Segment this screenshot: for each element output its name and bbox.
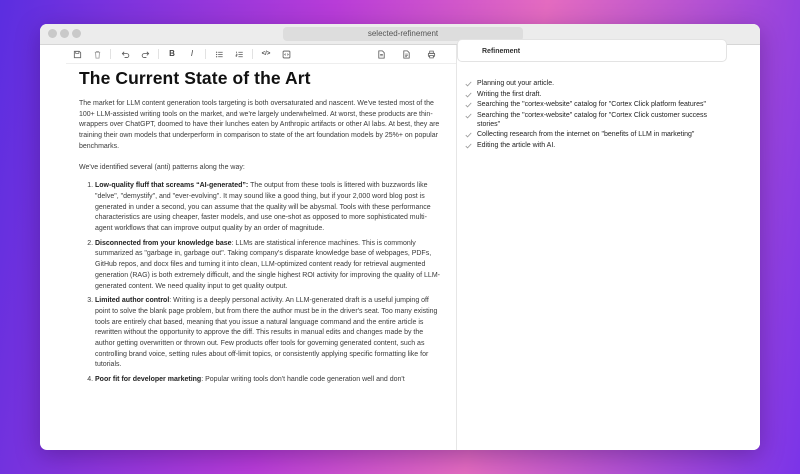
- article-body[interactable]: [79, 67, 441, 390]
- list-item: [465, 100, 730, 109]
- check-icon: [465, 81, 472, 87]
- numbered-list-icon[interactable]: [232, 47, 246, 61]
- list-item-text: The output from these tools is littered with buzzwords like "delve", "demystify", and "ever-evolving". It may sound like a good thing, but if your 2,000 word blog post is generated in under a second, you can assume that the quality will be abysmal. Tools with these performance characteristics are using cheaper, faster models, and use one-shot as opposed to more sophisticated multi-agent workflows that can improve output quality by an order of magnitude.: [95, 182, 431, 233]
- check-icon: [465, 92, 472, 98]
- toolbar-separator: [110, 49, 111, 59]
- list-item: [465, 141, 730, 150]
- bullet-list-icon[interactable]: [212, 47, 226, 61]
- check-icon: [465, 113, 472, 119]
- minimize-window-button[interactable]: [60, 29, 69, 38]
- italic-icon[interactable]: I: [190, 49, 194, 58]
- toolbar-separator: [205, 49, 206, 59]
- print-icon[interactable]: [424, 47, 438, 61]
- list-item: [95, 296, 441, 371]
- bold-icon[interactable]: B: [169, 49, 175, 58]
- toolbar-separator: [158, 49, 159, 59]
- save-icon[interactable]: [70, 47, 84, 61]
- url-bar[interactable]: selected-refinement: [283, 27, 523, 41]
- refinement-panel: [457, 45, 760, 450]
- delete-icon[interactable]: [90, 47, 104, 61]
- step-text: Collecting research from the internet on "benefits of LLM in marketing": [477, 131, 695, 138]
- check-icon: [465, 132, 472, 138]
- editor-pane: [66, 45, 457, 450]
- list-item: [465, 79, 730, 88]
- list-item: [95, 181, 441, 235]
- toolbar-separator: [252, 49, 253, 59]
- check-icon: [465, 143, 472, 149]
- article-title: The Current State of the Art: [79, 68, 311, 88]
- step-text: Searching the "cortex-website" catalog for "Cortex Click customer success stories": [477, 111, 707, 128]
- list-item: [95, 239, 441, 293]
- list-item-text: : Writing is a deeply personal activity. An LLM-generated draft is a useful jumping off point to solve the blank page problem, but from there the author must be in the driver's seat. Too many existing tools are entirely chat based, meaning that you issue a natural language command and the entire article is rewritten without the opportunity to approve the diff. This results in manual edits and changes made by the author getting overwritten or thrown out. Few products offer tools for governing generated content, such as controlling brand voice, setting rules about off-limit topics, or consistently applying specific formatting like for tutorials.: [95, 297, 438, 369]
- list-item-text: : LLMs are statistical inference machines. This is commonly summarized as "garbage in, garbage out". Taking company's disparate knowledge base of webpages, PDFs, GitHub repos, and docx files and turning it into clean, LLM-optimized content ready for retrieval augmented generation (RAG) is both extremely difficult, and the single highest ROI activity for improving the quality of LLM-generated content. We need quality input to get quality output.: [95, 239, 440, 290]
- article-lead: We've identified several (anti) patterns along the way:: [79, 163, 245, 171]
- undo-icon[interactable]: [118, 47, 132, 61]
- document-icon[interactable]: [399, 47, 413, 61]
- list-item: [465, 90, 730, 99]
- close-window-button[interactable]: [48, 29, 57, 38]
- editor-toolbar: [66, 45, 456, 64]
- step-text: Writing the first draft.: [477, 90, 542, 98]
- refinement-label: Refinement: [482, 48, 521, 55]
- list-item: [95, 375, 441, 386]
- list-item: [465, 130, 730, 139]
- article-intro: The market for LLM content generation tools targeting is both oversaturated and nascent. We've tested most of the 100+ LLM-assisted writing tools on the market, and we're largely underwhelmed. At worst, these products are thin-wrappers over ChatGPT, doomed to have their lunches eaten by Anthropic artifacts or other AI labs. At best, they are training their own models that underperform in comparison to state of the art foundation models by 25%+ on popular benchmarks.: [79, 100, 440, 150]
- pattern-list: [79, 181, 441, 386]
- list-item-heading: Low-quality fluff that screams “AI-generated”:: [95, 182, 249, 190]
- maximize-window-button[interactable]: [72, 29, 81, 38]
- document-export-icon[interactable]: [374, 47, 388, 61]
- list-item-heading: Poor fit for developer marketing: [95, 376, 202, 384]
- list-item-heading: Limited author control: [95, 297, 170, 305]
- check-icon: [465, 102, 472, 108]
- refinement-header[interactable]: [457, 39, 727, 62]
- code-block-icon[interactable]: [279, 47, 293, 61]
- app-window: [40, 24, 760, 450]
- refinement-steps: [465, 79, 730, 151]
- list-item: [465, 111, 730, 129]
- redo-icon[interactable]: [138, 47, 152, 61]
- step-text: Planning out your article.: [477, 80, 555, 87]
- code-icon[interactable]: </>: [261, 51, 271, 57]
- list-item-heading: Disconnected from your knowledge base: [95, 239, 232, 247]
- step-text: Editing the article with AI.: [477, 141, 556, 149]
- list-item-text: : Popular writing tools don't handle code generation well and don't: [201, 376, 405, 384]
- step-text: Searching the "cortex-website" catalog for "Cortex Click platform features": [477, 101, 706, 108]
